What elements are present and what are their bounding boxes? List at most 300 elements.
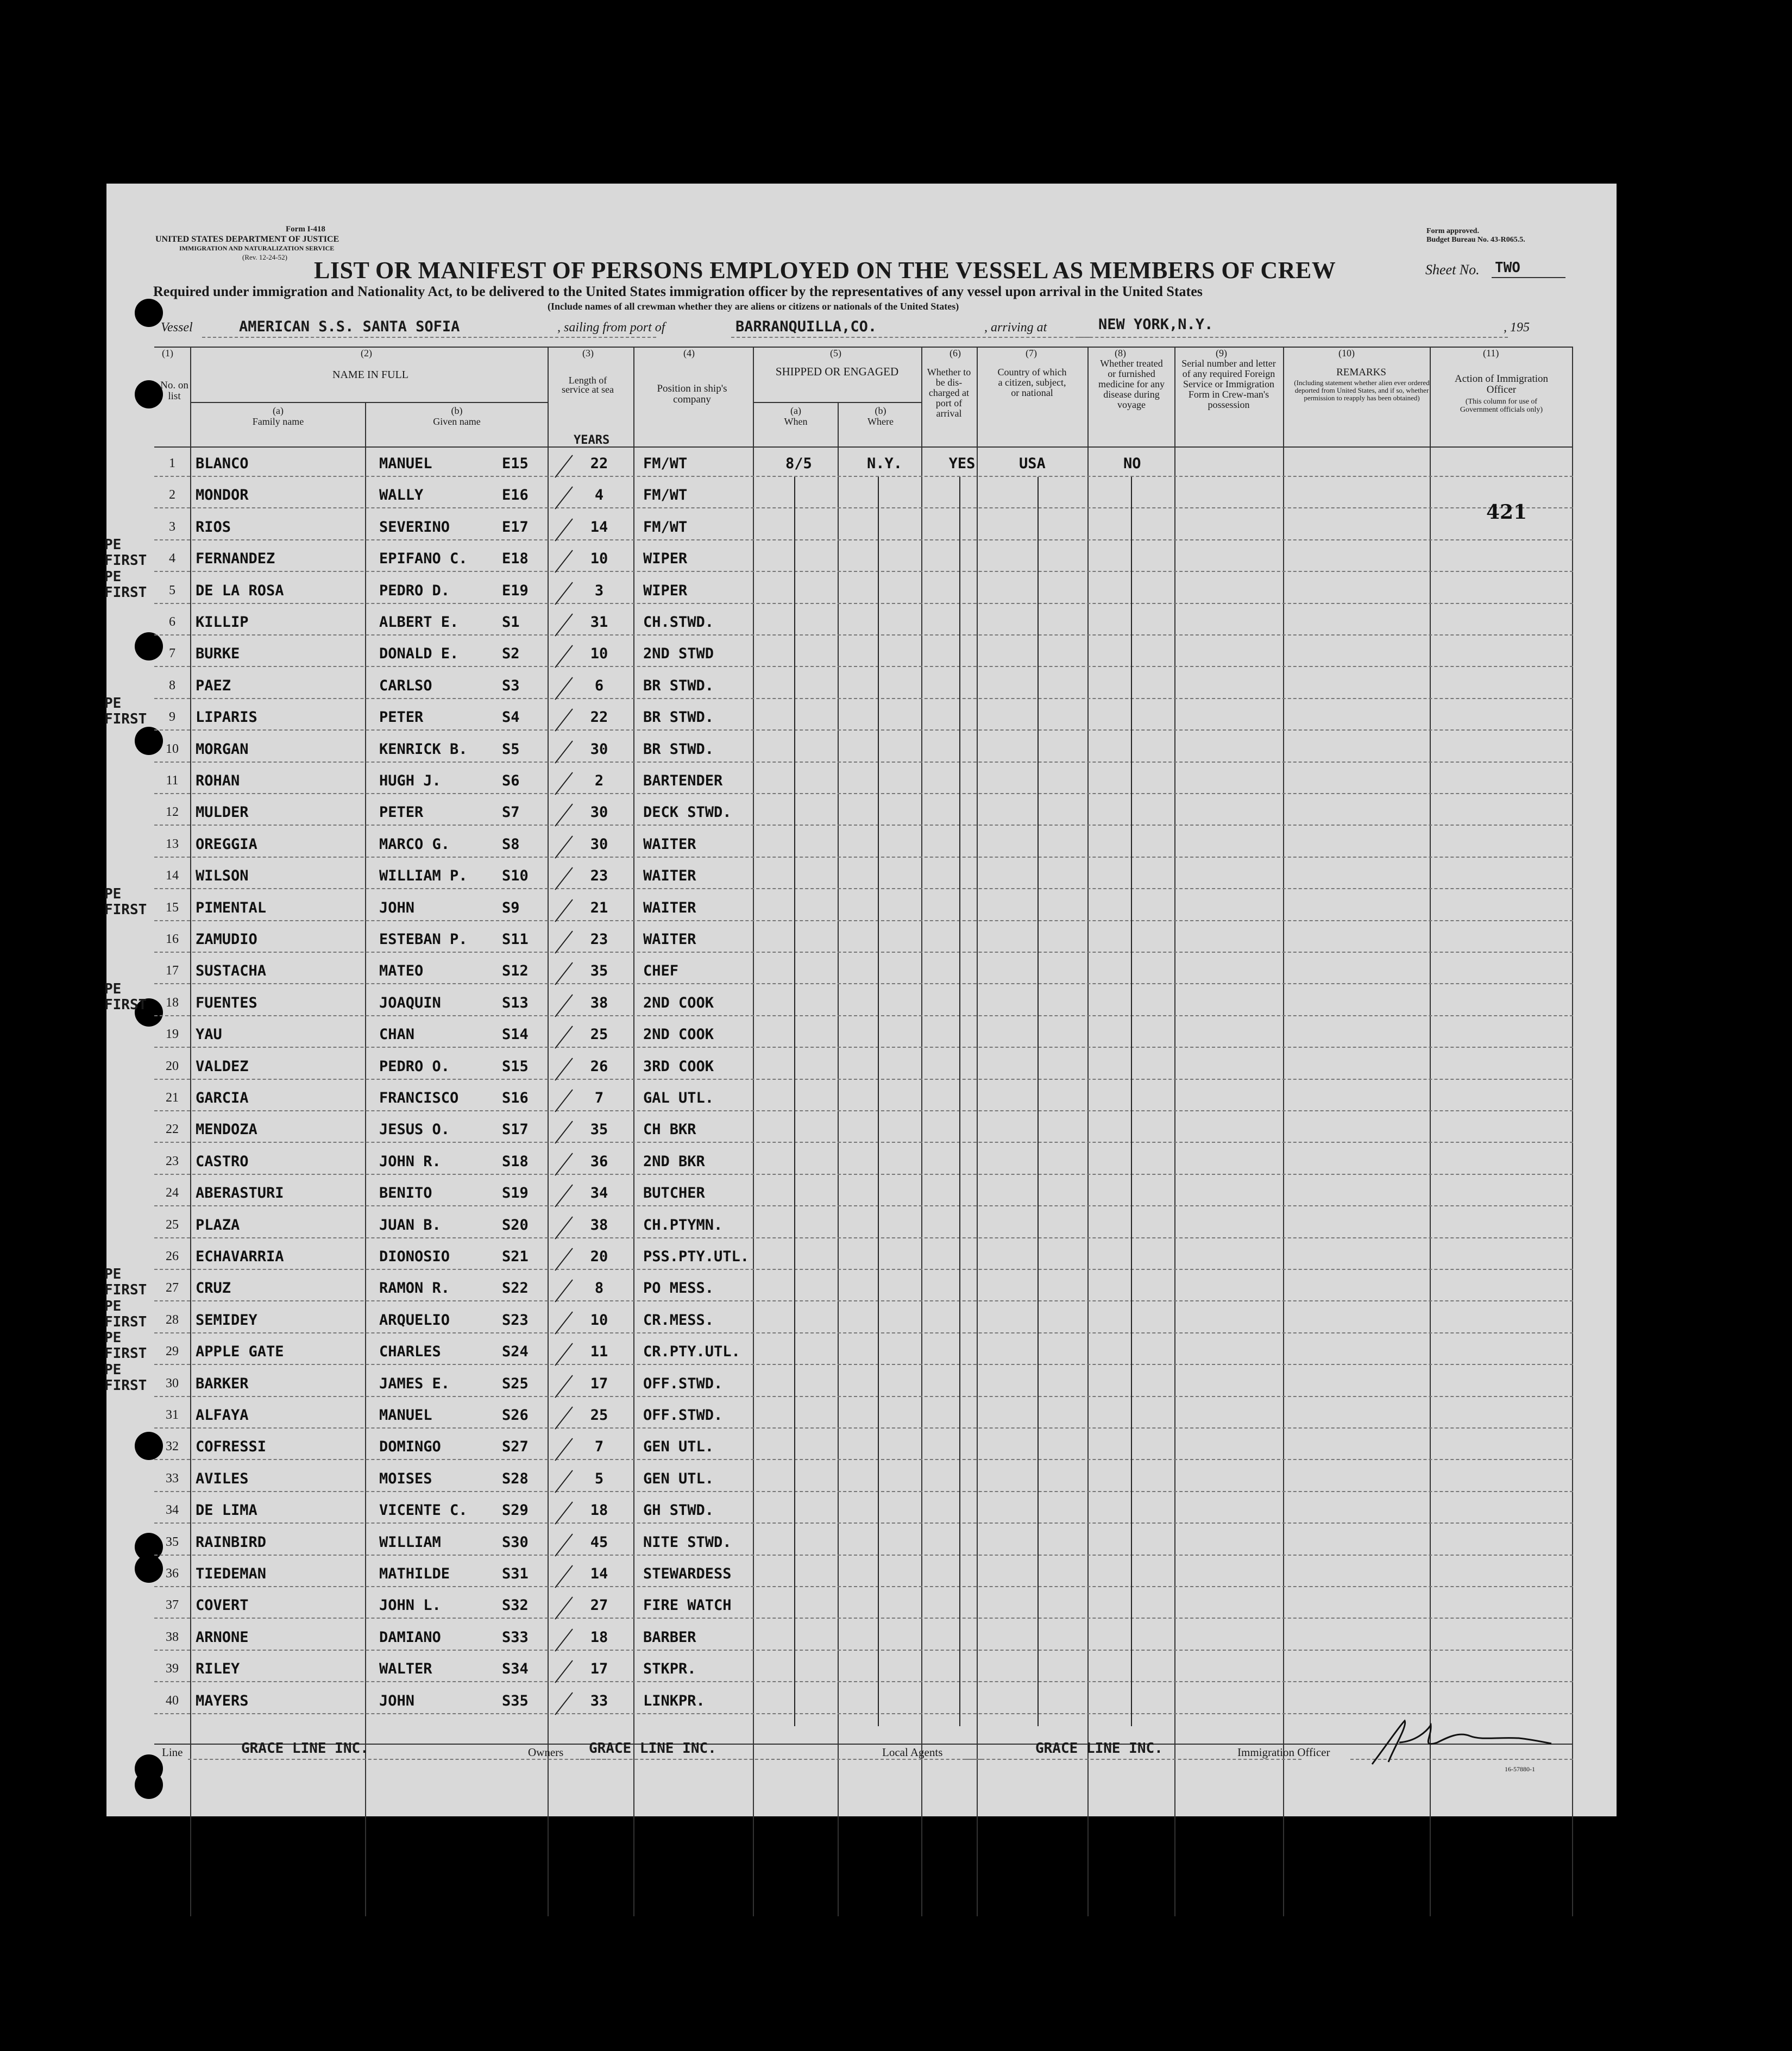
col-header-country: Country of which a citizen, subject, or national	[997, 367, 1067, 398]
tick-mark	[555, 772, 573, 795]
cell-family: BLANCO	[196, 455, 249, 472]
cell-code: S22	[502, 1280, 529, 1297]
cell-code: S11	[502, 931, 529, 948]
cell-discharged: YES	[948, 455, 976, 472]
vessel-label: Vessel	[161, 320, 193, 335]
tick-mark	[555, 867, 573, 890]
cell-family: COVERT	[196, 1597, 249, 1614]
cell-family: PIMENTAL	[196, 899, 267, 916]
cell-code: S10	[502, 867, 529, 885]
cell-position: STKPR.	[643, 1660, 696, 1678]
cell-position: WIPER	[643, 550, 688, 568]
row-number: 32	[166, 1439, 179, 1454]
cell-code: S21	[502, 1248, 529, 1265]
line-label: Line	[162, 1746, 183, 1759]
cell-given: CARLSO	[379, 677, 432, 694]
officer-signature	[1367, 1710, 1562, 1770]
service: IMMIGRATION AND NATURALIZATION SERVICE	[179, 244, 335, 252]
ditto-line	[1131, 477, 1132, 1726]
row-number: 23	[166, 1154, 179, 1168]
row-number: 26	[166, 1249, 179, 1263]
cell-family: ECHAVARRIA	[196, 1248, 284, 1265]
col-header-discharged: Whether to be dis-charged at port of arrival	[927, 367, 971, 419]
margin-note: PE FIRST	[104, 1266, 147, 1299]
cell-family: TIEDEMAN	[196, 1565, 267, 1582]
row-number: 30	[166, 1376, 179, 1391]
cell-years: 36	[590, 1153, 608, 1170]
row-number: 20	[166, 1059, 179, 1073]
cell-years: 7	[594, 1090, 604, 1106]
col-header-years: YEARS	[574, 433, 610, 447]
cell-family: ALFAYA	[196, 1407, 249, 1424]
cell-years: 31	[590, 614, 608, 631]
cell-code: S32	[502, 1597, 529, 1614]
ditto-line	[878, 477, 879, 1726]
cell-family: BURKE	[196, 645, 240, 663]
col-header-where: (b) Where	[867, 405, 894, 427]
cell-years: 18	[590, 1628, 608, 1646]
approval-line1: Form approved.	[1426, 227, 1479, 235]
cell-code: S28	[502, 1470, 529, 1487]
cell-family: COFRESSI	[196, 1438, 267, 1456]
cell-given: VICENTE C.	[379, 1502, 468, 1519]
row-number: 24	[166, 1186, 179, 1200]
cell-family: KILLIP	[196, 614, 249, 631]
tick-mark	[555, 1311, 573, 1334]
col-5-number: (5)	[830, 348, 841, 358]
cell-family: PAEZ	[196, 677, 231, 694]
margin-note: PE FIRST	[104, 980, 147, 1013]
row-number: 40	[166, 1693, 179, 1708]
cell-given: MATHILDE	[379, 1565, 450, 1582]
cell-years: 23	[590, 867, 608, 885]
cell-code: S6	[502, 772, 520, 789]
tick-mark	[555, 550, 573, 573]
cell-given: JESUS O.	[379, 1121, 450, 1138]
col-header-position: Position in ship's company	[657, 383, 727, 405]
cell-given: PEDRO O.	[379, 1058, 450, 1075]
cell-code: S34	[502, 1660, 529, 1678]
immigration-officer-label: Immigration Officer	[1237, 1746, 1330, 1759]
margin-note: PE FIRST	[104, 537, 147, 569]
cell-family: OREGGIA	[196, 835, 257, 853]
cell-code: S12	[502, 962, 529, 980]
cell-given: JOHN R.	[379, 1153, 441, 1170]
sheet-number-value: TWO	[1495, 260, 1520, 276]
cell-position: WIPER	[643, 582, 688, 599]
cell-family: FUENTES	[196, 994, 257, 1011]
cell-given: BENITO	[379, 1185, 432, 1202]
cell-position: PSS.PTY.UTL.	[643, 1248, 750, 1265]
col-header-remarks-note: (Including statement whether alien ever ordered deported from United States, and if so, whether permission to reapply has been obtained)	[1294, 379, 1430, 402]
cell-family: PLAZA	[196, 1216, 240, 1234]
cell-given: FRANCISCO	[379, 1090, 459, 1106]
cell-position: BARTENDER	[643, 772, 723, 789]
cell-family: AVILES	[196, 1470, 249, 1487]
cell-family: MAYERS	[196, 1692, 249, 1709]
cell-given: RAMON R.	[379, 1280, 450, 1297]
line-value: GRACE LINE INC.	[241, 1740, 369, 1757]
tick-mark	[555, 645, 573, 668]
cell-years: 2	[594, 772, 604, 789]
cell-family: RILEY	[196, 1660, 240, 1678]
cell-years: 11	[590, 1343, 608, 1361]
col-header-shipped: SHIPPED OR ENGAGED	[775, 365, 899, 378]
ditto-line	[794, 477, 795, 1726]
tick-mark	[555, 962, 573, 985]
tick-mark	[555, 1185, 573, 1207]
cell-family: MULDER	[196, 804, 249, 821]
page-title: LIST OR MANIFEST OF PERSONS EMPLOYED ON THE VESSEL AS MEMBERS OF CREW	[314, 257, 1336, 284]
cell-family: LIPARIS	[196, 709, 257, 726]
tick-mark	[555, 1406, 573, 1429]
tick-mark	[555, 1597, 573, 1620]
cell-family: DE LIMA	[196, 1502, 257, 1519]
row-number: 4	[169, 551, 175, 566]
row-number: 6	[169, 615, 175, 629]
row-number: 3	[169, 519, 175, 534]
col-header-length: Length of service at sea	[562, 375, 614, 395]
cell-where: N.Y.	[867, 455, 903, 472]
cell-years: 38	[590, 994, 608, 1011]
cell-position: CR.MESS.	[643, 1311, 714, 1329]
margin-note: PE FIRST	[104, 1361, 147, 1394]
col-6-number: (6)	[950, 348, 961, 358]
cell-family: RIOS	[196, 518, 231, 536]
subtitle-note: (Include names of all crewman whether they are aliens or citizens or nationals of the United States)	[548, 301, 959, 312]
cell-given: EPIFANO C.	[379, 550, 468, 568]
cell-given: ALBERT E.	[379, 614, 459, 631]
cell-years: 6	[594, 677, 604, 694]
cell-family: FERNANDEZ	[196, 550, 275, 568]
cell-position: FM/WT	[643, 487, 688, 504]
row-number: 36	[166, 1566, 179, 1581]
cell-position: CHEF	[643, 962, 679, 980]
row-number: 38	[166, 1630, 179, 1644]
cell-years: 8	[594, 1280, 604, 1297]
cell-given: WALTER	[379, 1660, 432, 1678]
tick-mark	[555, 582, 573, 605]
cell-family: GARCIA	[196, 1090, 249, 1106]
manifest-sheet	[106, 184, 1617, 1816]
cell-years: 5	[594, 1470, 604, 1487]
cell-code: S15	[502, 1058, 529, 1075]
col-header-no: No. on list	[160, 380, 188, 402]
cell-code: S29	[502, 1502, 529, 1519]
cell-given: JOAQUIN	[379, 994, 441, 1011]
col-2-number: (2)	[361, 348, 372, 358]
cell-code: S19	[502, 1185, 529, 1202]
cell-given: JOHN	[379, 899, 415, 916]
cell-code: E19	[502, 582, 529, 599]
owners-value: GRACE LINE INC.	[589, 1740, 716, 1757]
punch-hole	[135, 1771, 163, 1799]
cell-family: ROHAN	[196, 772, 240, 789]
cell-code: S1	[502, 614, 520, 631]
tick-mark	[555, 1628, 573, 1651]
tick-mark	[555, 1343, 573, 1366]
tick-mark	[555, 677, 573, 700]
cell-years: 45	[590, 1533, 608, 1551]
cell-position: GEN UTL.	[643, 1438, 714, 1456]
margin-note: PE FIRST	[104, 1298, 147, 1330]
cell-given: PEDRO D.	[379, 582, 450, 599]
tick-mark	[555, 1565, 573, 1588]
cell-position: WAITER	[643, 899, 696, 916]
cell-years: 23	[590, 931, 608, 948]
print-code: 16-57880-1	[1505, 1765, 1535, 1773]
col-9-number: (9)	[1216, 348, 1227, 358]
cell-position: 2ND STWD	[643, 645, 714, 663]
row-number: 17	[166, 964, 179, 978]
tick-mark	[555, 930, 573, 953]
arriving-value: NEW YORK,N.Y.	[1098, 316, 1213, 333]
punch-hole	[135, 299, 163, 327]
cell-given: ARQUELIO	[379, 1311, 450, 1329]
approval-line2: Budget Bureau No. 43-R065.5.	[1426, 236, 1525, 244]
col-header-family: (a) Family name	[252, 405, 304, 427]
row-number: 15	[166, 900, 179, 915]
row-number: 14	[166, 869, 179, 883]
col-header-action: Action of Immigration Officer	[1454, 373, 1549, 395]
cell-years: 10	[590, 645, 608, 663]
row-number: 34	[166, 1503, 179, 1518]
row-number: 27	[166, 1281, 179, 1295]
cell-family: MENDOZA	[196, 1121, 257, 1138]
tick-mark	[555, 994, 573, 1017]
cell-family: DE LA ROSA	[196, 582, 284, 599]
row-number: 8	[169, 678, 175, 693]
cell-position: GEN UTL.	[643, 1470, 714, 1487]
cell-position: WAITER	[643, 835, 696, 853]
cell-code: S25	[502, 1375, 529, 1392]
tick-mark	[555, 1502, 573, 1525]
row-number: 18	[166, 995, 179, 1010]
cell-position: FIRE WATCH	[643, 1597, 732, 1614]
revision: (Rev. 12-24-52)	[242, 253, 287, 261]
cell-given: DOMINGO	[379, 1438, 441, 1456]
cell-years: 26	[590, 1058, 608, 1075]
col-header-when: (a) When	[784, 405, 808, 427]
cell-family: RAINBIRD	[196, 1533, 267, 1551]
cell-position: GAL UTL.	[643, 1090, 714, 1106]
tick-mark	[555, 1438, 573, 1461]
cell-code: S8	[502, 835, 520, 853]
cell-years: 7	[594, 1438, 604, 1456]
tick-mark	[555, 518, 573, 541]
cell-position: OFF.STWD.	[643, 1375, 723, 1392]
cell-given: MATEO	[379, 962, 424, 980]
cell-code: E15	[502, 455, 529, 472]
cell-given: JOHN	[379, 1692, 415, 1709]
cell-given: JUAN B.	[379, 1216, 441, 1234]
cell-years: 25	[590, 1407, 608, 1424]
cell-action: 421	[1486, 501, 1527, 524]
cell-family: SEMIDEY	[196, 1311, 257, 1329]
cell-years: 35	[590, 1121, 608, 1138]
cell-years: 17	[590, 1660, 608, 1678]
cell-code: S33	[502, 1628, 529, 1646]
cell-code: E18	[502, 550, 529, 568]
cell-position: 2ND BKR	[643, 1153, 705, 1170]
cell-given: MOISES	[379, 1470, 432, 1487]
cell-position: 3RD COOK	[643, 1058, 714, 1075]
cell-code: S7	[502, 804, 520, 821]
cell-code: S13	[502, 994, 529, 1011]
cell-code: S20	[502, 1216, 529, 1234]
cell-years: 10	[590, 550, 608, 568]
cell-given: JAMES E.	[379, 1375, 450, 1392]
cell-years: 20	[590, 1248, 608, 1265]
department: UNITED STATES DEPARTMENT OF JUSTICE	[155, 235, 339, 244]
cell-position: CH.PTYMN.	[643, 1216, 723, 1234]
tick-mark	[555, 1216, 573, 1239]
cell-position: BR STWD.	[643, 709, 714, 726]
cell-given: MANUEL	[379, 1407, 432, 1424]
cell-years: 22	[590, 455, 608, 472]
arriving-label: , arriving at	[984, 320, 1047, 335]
cell-position: BARBER	[643, 1628, 696, 1646]
tick-mark	[555, 1058, 573, 1080]
cell-position: BUTCHER	[643, 1185, 705, 1202]
cell-family: BARKER	[196, 1375, 249, 1392]
cell-code: S5	[502, 740, 520, 758]
tick-mark	[555, 804, 573, 827]
row-number: 31	[166, 1408, 179, 1422]
form-number: Form I-418	[286, 225, 325, 234]
cell-given: WILLIAM	[379, 1533, 441, 1551]
sheet-number-label: Sheet No.	[1425, 262, 1480, 278]
cell-given: WILLIAM P.	[379, 867, 468, 885]
cell-years: 17	[590, 1375, 608, 1392]
cell-code: S16	[502, 1090, 529, 1106]
cell-position: DECK STWD.	[643, 804, 732, 821]
cell-code: S23	[502, 1311, 529, 1329]
sailing-value: BARRANQUILLA,CO.	[735, 318, 877, 335]
cell-given: MANUEL	[379, 455, 432, 472]
col-header-action-note: (This column for use of Government officials only)	[1460, 398, 1543, 414]
owners-label: Owners	[528, 1746, 564, 1759]
cell-given: ESTEBAN P.	[379, 931, 468, 948]
tick-mark	[555, 835, 573, 858]
cell-family: VALDEZ	[196, 1058, 249, 1075]
cell-code: S35	[502, 1692, 529, 1709]
tick-mark	[555, 899, 573, 922]
row-number: 19	[166, 1027, 179, 1042]
cell-years: 35	[590, 962, 608, 980]
cell-position: NITE STWD.	[643, 1533, 732, 1551]
cell-code: S27	[502, 1438, 529, 1456]
cell-years: 18	[590, 1502, 608, 1519]
cell-given: SEVERINO	[379, 518, 450, 536]
cell-years: 22	[590, 709, 608, 726]
cell-family: SUSTACHA	[196, 962, 267, 980]
cell-position: BR STWD.	[643, 740, 714, 758]
cell-family: ARNONE	[196, 1628, 249, 1646]
row-number: 22	[166, 1122, 179, 1137]
tick-mark	[555, 1692, 573, 1715]
cell-given: MARCO G.	[379, 835, 450, 853]
cell-family: MONDOR	[196, 487, 249, 504]
row-number: 2	[169, 488, 175, 502]
col-7-number: (7)	[1026, 348, 1037, 358]
cell-years: 34	[590, 1185, 608, 1202]
cell-code: E16	[502, 487, 529, 504]
cell-family: ZAMUDIO	[196, 931, 257, 948]
row-number: 37	[166, 1598, 179, 1613]
cell-given: DONALD E.	[379, 645, 459, 663]
tick-mark	[555, 1375, 573, 1398]
cell-position: CH.STWD.	[643, 614, 714, 631]
tick-mark	[555, 740, 573, 763]
cell-position: WAITER	[643, 867, 696, 885]
subtitle: Required under immigration and Nationality Act, to be delivered to the United States immigration officer by the representatives of any vessel upon arrival in the United States	[153, 284, 1203, 299]
cell-code: S24	[502, 1343, 529, 1361]
row-number: 1	[169, 456, 175, 470]
row-number: 35	[166, 1534, 179, 1549]
col-4-number: (4)	[683, 348, 695, 358]
tick-mark	[555, 1121, 573, 1144]
cell-years: 38	[590, 1216, 608, 1234]
tick-mark	[555, 709, 573, 732]
col-3-number: (3)	[582, 348, 594, 358]
cell-family: YAU	[196, 1026, 222, 1043]
margin-note: PE FIRST	[104, 568, 147, 601]
cell-country: USA	[1019, 455, 1046, 472]
cell-years: 14	[590, 518, 608, 536]
row-number: 9	[169, 710, 175, 725]
row-number: 29	[166, 1344, 179, 1359]
cell-family: MORGAN	[196, 740, 249, 758]
row-number: 33	[166, 1471, 179, 1486]
year-label: , 195	[1504, 320, 1530, 335]
col-1-number: (1)	[162, 348, 173, 358]
cell-given: HUGH J.	[379, 772, 441, 789]
row-number: 7	[169, 646, 175, 661]
cell-code: S30	[502, 1533, 529, 1551]
cell-code: S3	[502, 677, 520, 694]
cell-medicine: NO	[1123, 455, 1141, 472]
tick-mark	[555, 1089, 573, 1112]
tick-mark	[555, 455, 573, 477]
col-header-given: (b) Given name	[433, 405, 481, 427]
col-10-number: (10)	[1338, 348, 1355, 358]
cell-code: S2	[502, 645, 520, 663]
cell-given: PETER	[379, 804, 424, 821]
cell-given: PETER	[379, 709, 424, 726]
cell-years: 21	[590, 899, 608, 916]
cell-position: GH STWD.	[643, 1502, 714, 1519]
cell-code: S9	[502, 899, 520, 916]
cell-family: CASTRO	[196, 1153, 249, 1170]
cell-years: 14	[590, 1565, 608, 1582]
cell-code: S26	[502, 1407, 529, 1424]
row-number: 13	[166, 836, 179, 851]
cell-position: LINKPR.	[643, 1692, 705, 1709]
row-number: 11	[166, 773, 179, 788]
col-header-serial: Serial number and letter of any required Foreign Service or Immigration Form in Crew-man's possession	[1181, 358, 1276, 410]
cell-given: JOHN L.	[379, 1597, 441, 1614]
row-number: 16	[166, 932, 179, 946]
cell-years: 3	[594, 582, 604, 599]
col-11-number: (11)	[1483, 348, 1499, 358]
cell-code: S17	[502, 1121, 529, 1138]
cell-position: WAITER	[643, 931, 696, 948]
cell-family: ABERASTURI	[196, 1185, 284, 1202]
ditto-line	[1038, 477, 1039, 1726]
cell-years: 30	[590, 835, 608, 853]
cell-position: CH BKR	[643, 1121, 696, 1138]
